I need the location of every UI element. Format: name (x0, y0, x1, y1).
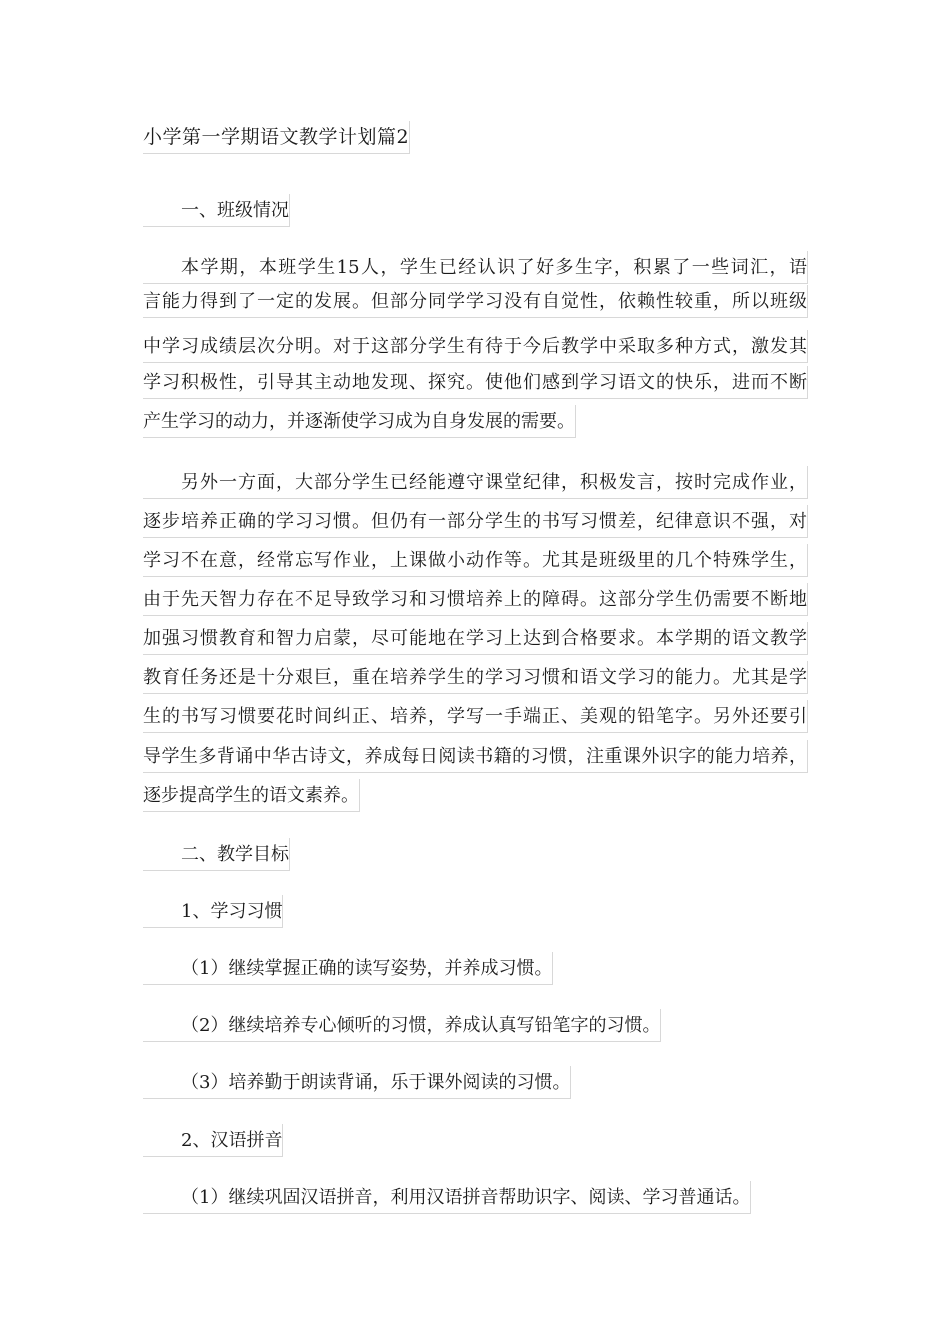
paragraph-line: 另外一方面，大部分学生已经能遵守课堂纪律，积极发言，按时完成作业， (143, 466, 808, 499)
paragraph-line: 中学习成绩层次分明。对于这部分学生有待于今后教学中采取多种方式，激发其 (143, 330, 808, 363)
paragraph-line: 学习不在意，经常忘写作业，上课做小动作等。尤其是班级里的几个特殊学生， (143, 544, 808, 577)
paragraph-line: 导学生多背诵中华古诗文，养成每日阅读书籍的习惯，注重课外识字的能力培养， (143, 740, 808, 773)
paragraph-line: 学习积极性，引导其主动地发现、探究。使他们感到学习语文的快乐，进而不断 (143, 366, 808, 399)
paragraph-line: 本学期，本班学生15人，学生已经认识了好多生字，积累了一些词汇，语 (143, 251, 808, 284)
paragraph-line: 逐步提高学生的语文素养。 (143, 779, 360, 812)
paragraph-line: 生的书写习惯要花时间纠正、培养，学写一手端正、美观的铅笔字。另外还要引 (143, 700, 808, 733)
section-heading-class-situation: 一、班级情况 (143, 194, 290, 227)
list-item: （2）继续培养专心倾听的习惯，养成认真写铅笔字的习惯。 (143, 1009, 661, 1042)
list-item: （1）继续掌握正确的读写姿势，并养成习惯。 (143, 952, 553, 985)
list-item: （3）培养勤于朗读背诵，乐于课外阅读的习惯。 (143, 1066, 571, 1099)
paragraph-line: 由于先天智力存在不足导致学习和习惯培养上的障碍。这部分学生仍需要不断地 (143, 583, 808, 616)
list-item: （1）继续巩固汉语拼音，利用汉语拼音帮助识字、阅读、学习普通话。 (143, 1181, 751, 1214)
paragraph-line: 加强习惯教育和智力启蒙，尽可能地在学习上达到合格要求。本学期的语文教学 (143, 622, 808, 655)
subsection-heading-pinyin: 2、汉语拼音 (143, 1124, 283, 1157)
subsection-heading-study-habits: 1、学习习惯 (143, 895, 283, 928)
paragraph-line: 教育任务还是十分艰巨，重在培养学生的学习习惯和语文学习的能力。尤其是学 (143, 661, 808, 694)
paragraph-line: 逐步培养正确的学习习惯。但仍有一部分学生的书写习惯差，纪律意识不强，对 (143, 505, 808, 538)
document-title: 小学第一学期语文教学计划篇2 (143, 121, 410, 154)
section-heading-teaching-goals: 二、教学目标 (143, 838, 290, 871)
paragraph-line: 产生学习的动力，并逐渐使学习成为自身发展的需要。 (143, 405, 576, 438)
paragraph-line: 言能力得到了一定的发展。但部分同学学习没有自觉性，依赖性较重，所以班级 (143, 285, 808, 318)
